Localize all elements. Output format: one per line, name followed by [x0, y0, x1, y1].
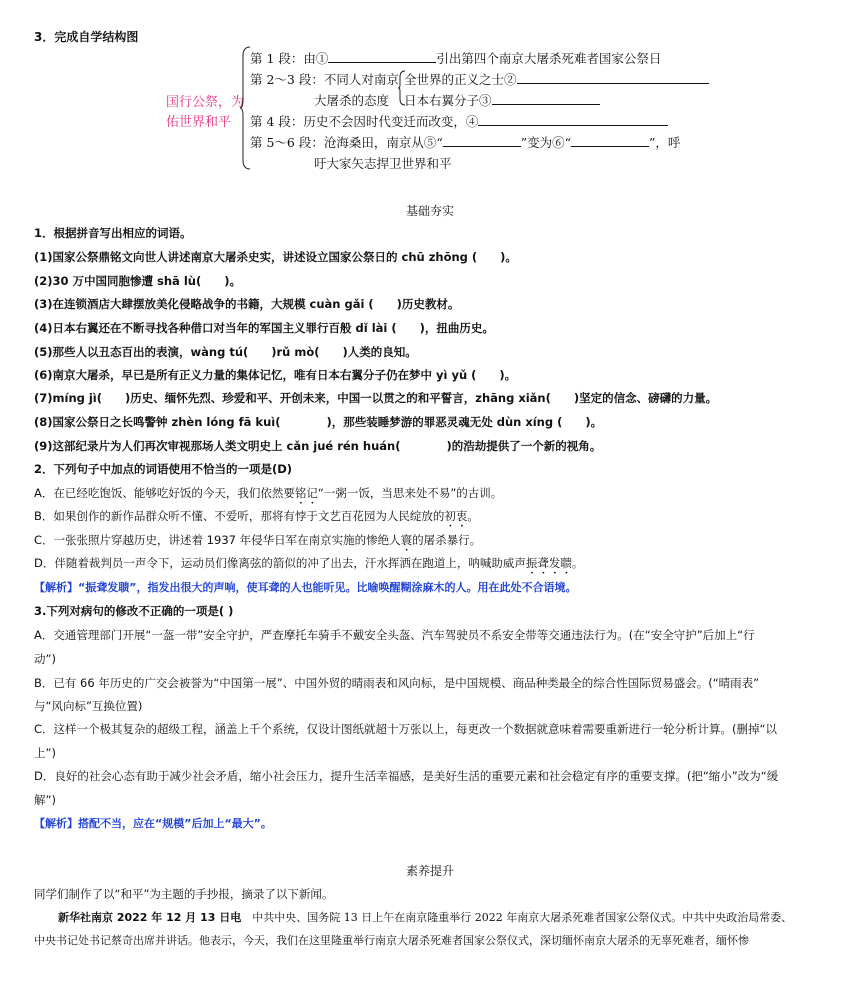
q1-item-1: (1)国家公祭鼎铭文向世人讲述南京大屠杀史实，讲述设立国家公祭日的 chū zhōng ( )。	[34, 250, 517, 264]
q3-option-d-line-2: 解”)	[34, 793, 56, 807]
diagram-p2-b: 日本右翼分子③	[404, 91, 600, 109]
q3-option-c-line-1: C．这样一个极其复杂的超级工程，涵盖上千个系统，仅设计图纸就超十万张以上，每更改一个数据就意味着需要重新进行一轮分析计算。(删掉“以	[34, 722, 777, 736]
q3-option-a-line-1: A．交通管理部门开展“一盔一带”安全守护，严查摩托车骑手不戴安全头盔、汽车驾驶员不系安全带等交通违法行为。(在“安全守护”后加上“行	[34, 628, 755, 642]
q3-title: 3.下列对病句的修改不正确的一项是( )	[34, 604, 234, 618]
q1-item-8: (8)国家公祭日之长鸣警钟 zhèn lóng fā kuì( )，那些装睡梦游的罪恶灵魂无处 dùn xíng ( )。	[34, 415, 603, 429]
news-line-1: 新华社南京 2022 年 12 月 13 日电 中共中央、国务院 13 日上午在南京隆重举行 2022 年南京大屠杀死难者国家公祭仪式。中共中央政治局常委、	[58, 911, 793, 924]
blank-4[interactable]	[478, 113, 668, 126]
q3-option-c-line-2: 上”)	[34, 746, 56, 760]
section-3-title: 3．完成自学结构图	[34, 30, 139, 44]
basic-section-title: 基础夯实	[405, 204, 454, 218]
q2-title: 2．下列句子中加点的词语使用不恰当的一项是(D)	[34, 462, 293, 476]
q3-option-d-line-1: D．良好的社会心态有助于减少社会矛盾，缩小社会压力，提升生活幸福感，是美好生活的重要元素和社会稳定有序的重要支撑。(把“缩小”改为“缓	[34, 769, 779, 783]
q1-title: 1．根据拼音写出相应的词语。	[34, 226, 192, 240]
blank-5[interactable]	[443, 134, 521, 147]
q3-option-b-line-1: B．已有 66 年历史的广交会被誉为“中国第一展”、中国外贸的晴雨表和风向标，是中国规模、商品种类最全的综合性国际贸易盛会。(“晴雨表”	[34, 676, 760, 690]
diagram-p2-a: 全世界的正义之士②	[404, 70, 709, 88]
q1-item-7: (7)míng jì( )历史、缅怀先烈、珍爱和平、开创未来，中国一以贯之的和平誓言，zhāng xiǎn( )坚定的信念、磅礴的力量。	[34, 391, 718, 405]
diagram-left-line-1: 国行公祭，为	[166, 95, 245, 110]
news-line-2: 中央书记处书记蔡奇出席并讲话。他表示，今天，我们在这里隆重举行南京大屠杀死难者国家公祭仪式，深切缅怀南京大屠杀的无辜死难者，缅怀惨	[34, 934, 749, 947]
q1-item-9: (9)这部纪录片为人们再次审视那场人类文明史上 cǎn jué rén huán( )的浩劫提供了一个新的视角。	[34, 439, 602, 453]
q2-option-a: A．在已经吃饱饭、能够吃好饭的今天，我们依然要铭记“一粥一饭，当思来处不易”的古训。	[34, 486, 503, 500]
blank-3[interactable]	[492, 92, 600, 105]
diagram-p2-line-2: 大屠杀的态度	[314, 93, 390, 108]
advanced-intro: 同学们制作了以“和平”为主题的手抄报，摘录了以下新闻。	[34, 887, 334, 901]
diagram-left-line-2: 佑世界和平	[166, 115, 232, 130]
diagram-p4: 第 4 段：历史不会因时代变迁而改变，④	[250, 112, 668, 130]
q1-item-2: (2)30 万中国同胞惨遭 shā lù( )。	[34, 274, 241, 288]
blank-1[interactable]	[328, 50, 436, 63]
diagram-p1: 第 1 段：由① 引出第四个南京大屠杀死难者国家公祭日	[250, 51, 662, 66]
q1-item-6: (6)南京大屠杀，早已是所有正义力量的集体记忆，唯有日本右翼分子仍在梦中 yì yǔ ( )。	[34, 368, 517, 382]
diagram-p5: 第 5～6 段：沧海桑田，南京从⑤“ ”变为⑥“ ”，呼	[250, 135, 681, 150]
q3-analysis: 【解析】搭配不当，应在“规模”后加上“最大”。	[34, 817, 272, 830]
q2-analysis: 【解析】“振聋发聩”，指发出很大的声响，使耳聋的人也能听见。比喻唤醒糊涂麻木的人。用在此处不合语境。	[34, 581, 577, 594]
advanced-section-title: 素养提升	[405, 864, 454, 878]
blank-2[interactable]	[517, 71, 709, 84]
blank-6[interactable]	[571, 134, 649, 147]
q1-item-5: (5)那些人以丑态百出的表演，wàng tú( )rǔ mò( )人类的良知。	[34, 345, 417, 359]
q2-option-d: D．伴随着裁判员一声令下，运动员们像离弦的箭似的冲了出去，汗水挥洒在跑道上，呐喊助威声振聋发聩。	[34, 556, 584, 570]
q1-item-3: (3)在连锁酒店大肆摆放美化侵略战争的书籍，大规模 cuàn gǎi ( )历史教材。	[34, 297, 460, 311]
q1-item-4: (4)日本右翼还在不断寻找各种借口对当年的军国主义罪行百般 dǐ lài ( )，扭曲历史。	[34, 321, 494, 335]
q2-option-b: B．如果创作的新作品群众听不懂、不爱听，那将有悖于文艺百花园为人民绽放的初衷。	[34, 509, 479, 523]
q3-option-b-line-2: 与“风向标”互换位置)	[34, 699, 143, 713]
q3-option-a-line-2: 动”)	[34, 652, 56, 666]
diagram-p2-prefix: 第 2～3 段：不同人对南京	[250, 72, 399, 87]
diagram-p5-line-2: 吁大家矢志捍卫世界和平	[314, 156, 452, 171]
q2-option-c: C．一张张照片穿越历史，讲述着 1937 年侵华日军在南京实施的惨绝人寰的屠杀暴行。	[34, 533, 482, 547]
